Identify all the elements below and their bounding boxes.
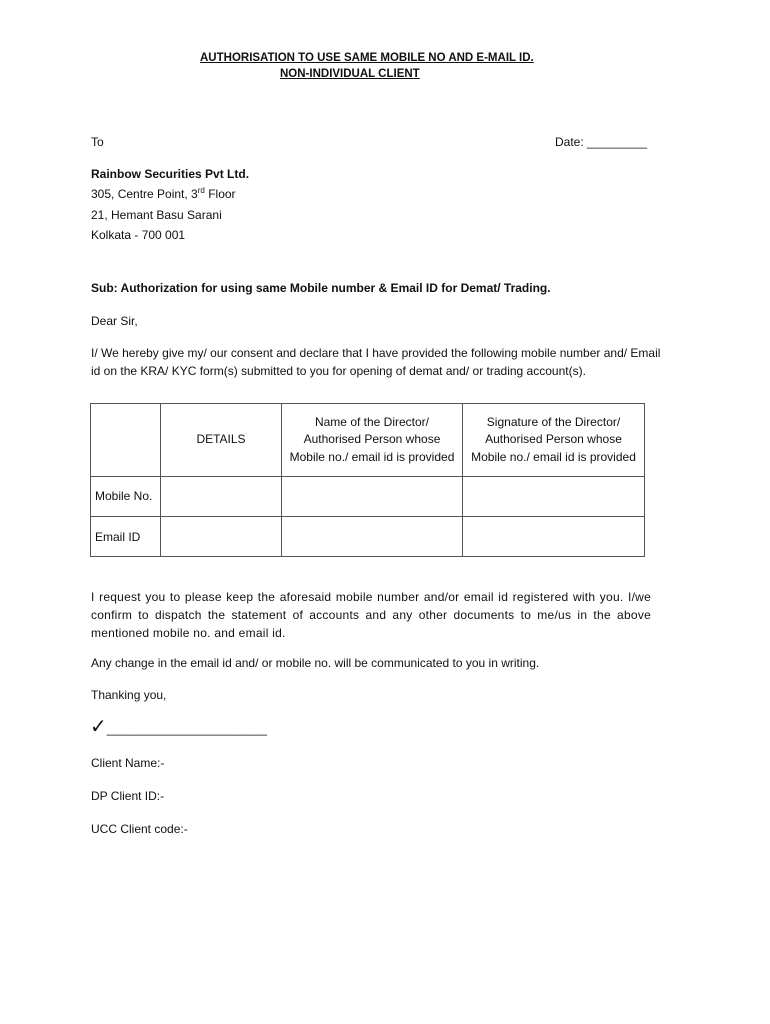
to-label: To [91, 135, 104, 149]
email-row-label: Email ID [91, 517, 161, 557]
ucc-client-code-label: UCC Client code:- [91, 822, 188, 836]
address-line-3: Kolkata - 700 001 [91, 228, 186, 242]
title-line-2: NON-INDIVIDUAL CLIENT [280, 68, 420, 80]
details-table [90, 403, 645, 557]
details-header: DETAILS [161, 404, 282, 477]
address-line-1-post: Floor [204, 187, 236, 201]
mobile-details-cell[interactable] [161, 477, 282, 517]
consent-paragraph: I/ We hereby give my/ our consent and declare that I have provided the following mobile number and/ Email id on the KRA/ KYC form(s) submitted to you for opening of demat and/ or trading account(s). [91, 346, 661, 378]
email-details-cell[interactable] [161, 517, 282, 557]
title-line-1: AUTHORISATION TO USE SAME MOBILE NO AND E-MAIL ID. [200, 52, 534, 64]
mobile-name-cell[interactable] [282, 477, 463, 517]
address-line-1 [91, 187, 236, 201]
thanks-line: Thanking you, [91, 688, 167, 702]
request-paragraph: I request you to please keep the aforesaid mobile number and/or email id registered with you. I/we confirm to dispatch the statement of accounts and any other documents to me/us in the above mentioned mobile no. and email id. [91, 590, 651, 640]
email-name-cell[interactable] [282, 517, 463, 557]
mobile-row-label: Mobile No. [91, 477, 161, 517]
salutation: Dear Sir, [91, 314, 138, 328]
address-line-1-main: 305, Centre Point, 3 [91, 187, 198, 201]
blank-header-cell [91, 404, 161, 477]
address-line-2: 21, Hemant Basu Sarani [91, 208, 222, 222]
signature-header: Signature of the Director/ Authorised Person whose Mobile no./ email id is provided [463, 404, 645, 477]
dp-client-id-label: DP Client ID:- [91, 789, 165, 803]
subject-line: Sub: Authorization for using same Mobile number & Email ID for Demat/ Trading. [91, 281, 551, 295]
mobile-signature-cell[interactable] [463, 477, 645, 517]
client-name-label: Client Name:- [91, 756, 165, 770]
name-header: Name of the Director/ Authorised Person whose Mobile no./ email id is provided [282, 404, 463, 477]
signature-line [90, 714, 267, 739]
check-mark-icon: ✓ [90, 716, 107, 738]
company-name: Rainbow Securities Pvt Ltd. [91, 167, 250, 181]
address-line-1-sup: rd [197, 186, 205, 195]
signature-underline: ________________________ [106, 722, 267, 736]
email-signature-cell[interactable] [463, 517, 645, 557]
date-field: Date: _________ [555, 135, 648, 149]
change-note: Any change in the email id and/ or mobile no. will be communicated to you in writing. [91, 656, 540, 670]
